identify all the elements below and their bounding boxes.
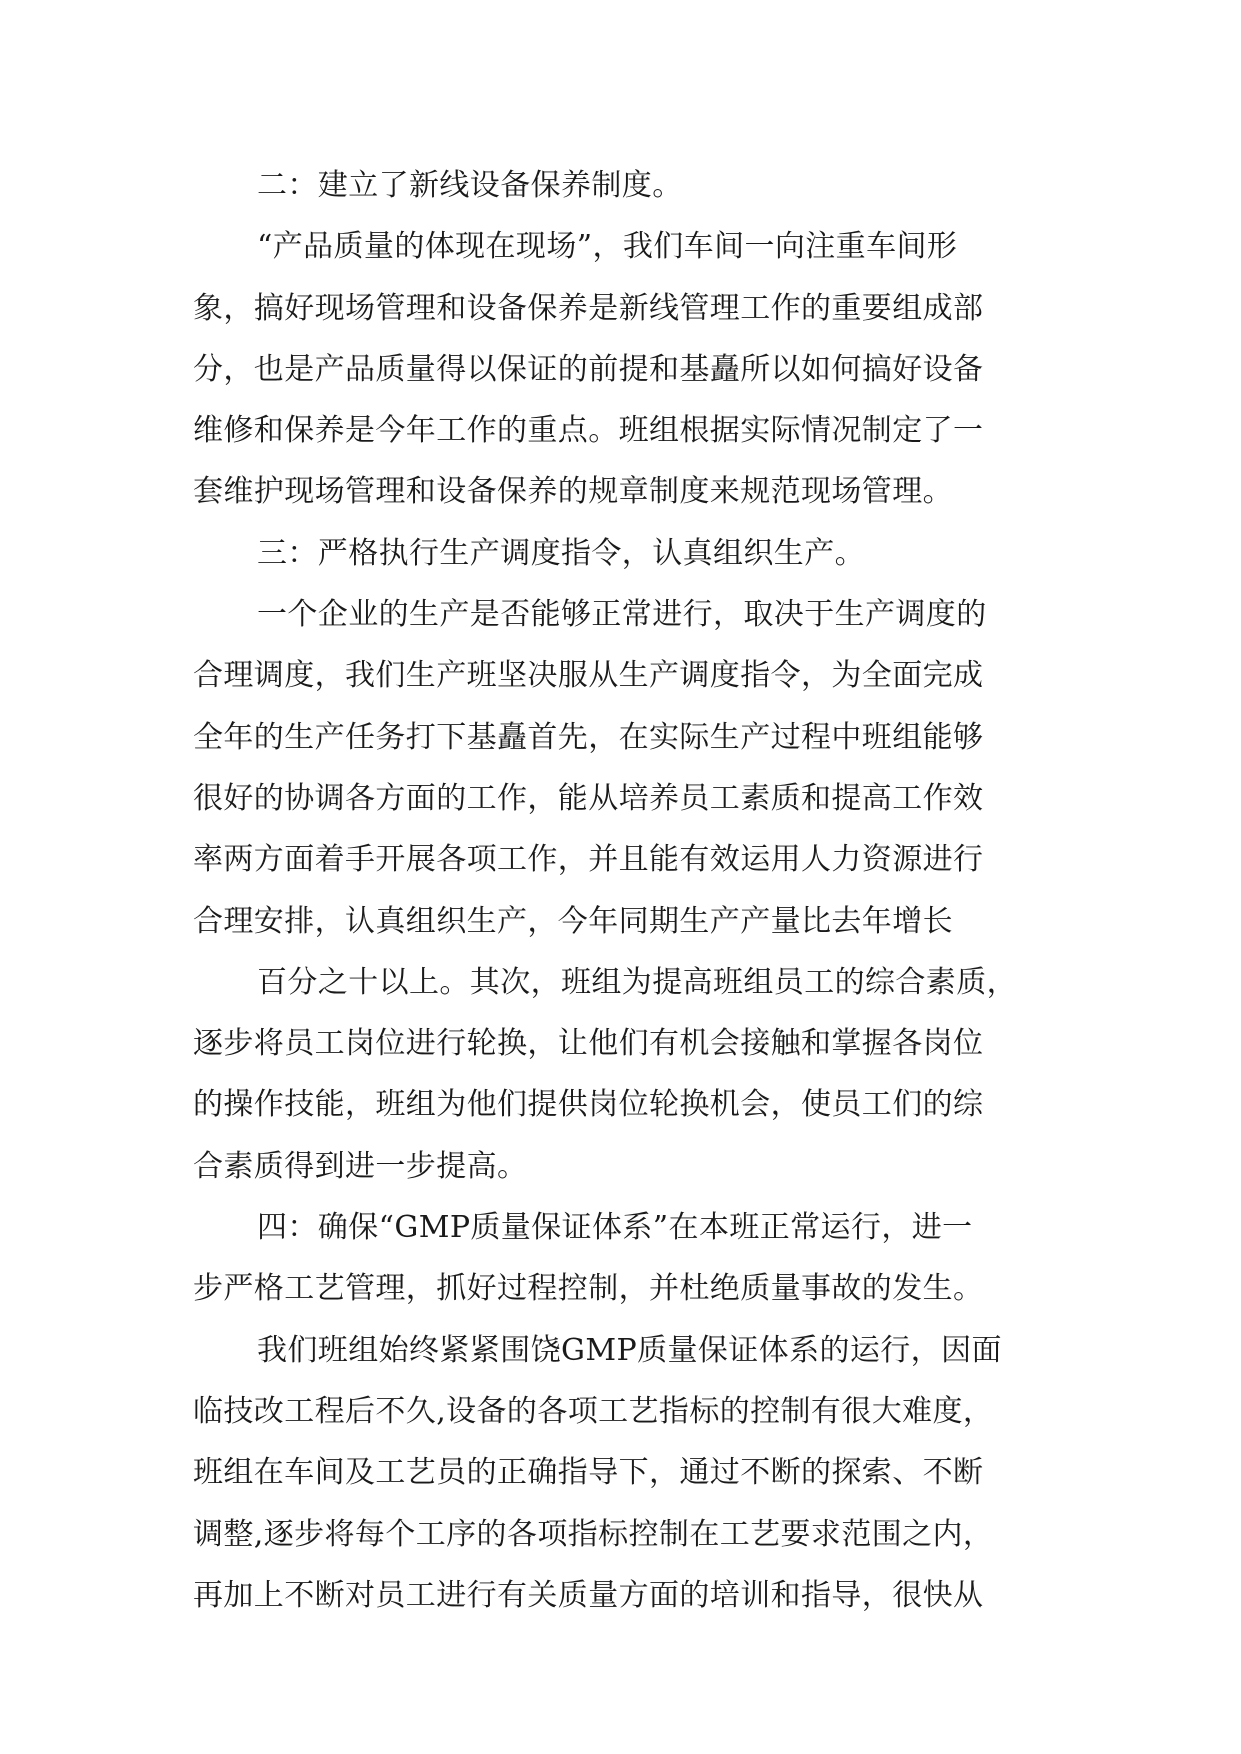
paragraph-line: 临技改工程后不久,设备的各项工艺指标的控制有很大难度，	[193, 1393, 994, 1429]
paragraph-line: 班组在车间及工艺员的正确指导下，通过不断的探索、不断	[193, 1455, 984, 1491]
paragraph-line: 的操作技能，班组为他们提供岗位轮换机会，使员工们的综	[193, 1087, 984, 1123]
paragraph-line: 合理安排，认真组织生产，今年同期生产产量比去年增长	[193, 903, 953, 939]
paragraph-line: 合理调度，我们生产班坚决服从生产调度指令，为全面完成	[193, 658, 984, 694]
paragraph-line: 我们班组始终紧紧围饶GMP质量保证体系的运行，因面	[257, 1332, 1002, 1368]
section-heading-4: 四：确保“GMP质量保证体系”在本班正常运行，进一	[257, 1210, 973, 1246]
paragraph-line: 百分之十以上。其次，班组为提高班组员工的综合素质，	[257, 964, 1017, 1000]
paragraph-line: 一个企业的生产是否能够正常进行，取决于生产调度的	[257, 597, 987, 633]
paragraph-line: 很好的协调各方面的工作，能从培养员工素质和提高工作效	[193, 780, 984, 816]
section-heading-2: 二：建立了新线设备保养制度。	[257, 168, 683, 203]
section-heading-3: 三：严格执行生产调度指令，认真组织生产。	[257, 535, 865, 571]
section-heading-4-continued: 步严格工艺管理，抓好过程控制，并杜绝质量事故的发生。	[193, 1271, 984, 1307]
paragraph-line: 套维护现场管理和设备保养的规章制度来规范现场管理。	[193, 474, 953, 510]
paragraph-line: “产品质量的体现在现场”，我们车间一向注重车间形	[257, 229, 958, 265]
paragraph-line: 合素质得到进一步提高。	[193, 1148, 528, 1184]
paragraph-line: 全年的生产任务打下基矗首先，在实际生产过程中班组能够	[193, 719, 984, 755]
paragraph-line: 维修和保养是今年工作的重点。班组根据实际情况制定了一	[193, 413, 984, 449]
paragraph-line: 调整,逐步将每个工序的各项指标控制在工艺要求范围之内，	[193, 1516, 994, 1552]
paragraph-line: 逐步将员工岗位进行轮换，让他们有机会接触和掌握各岗位	[193, 1026, 984, 1062]
paragraph-line: 象，搞好现场管理和设备保养是新线管理工作的重要组成部	[193, 290, 984, 326]
paragraph-line: 率两方面着手开展各项工作，并且能有效运用人力资源进行	[193, 842, 984, 878]
paragraph-line: 再加上不断对员工进行有关质量方面的培训和指导，很快从	[193, 1577, 984, 1613]
paragraph-line: 分，也是产品质量得以保证的前提和基矗所以如何搞好设备	[193, 351, 984, 387]
body-text	[193, 155, 1053, 1626]
